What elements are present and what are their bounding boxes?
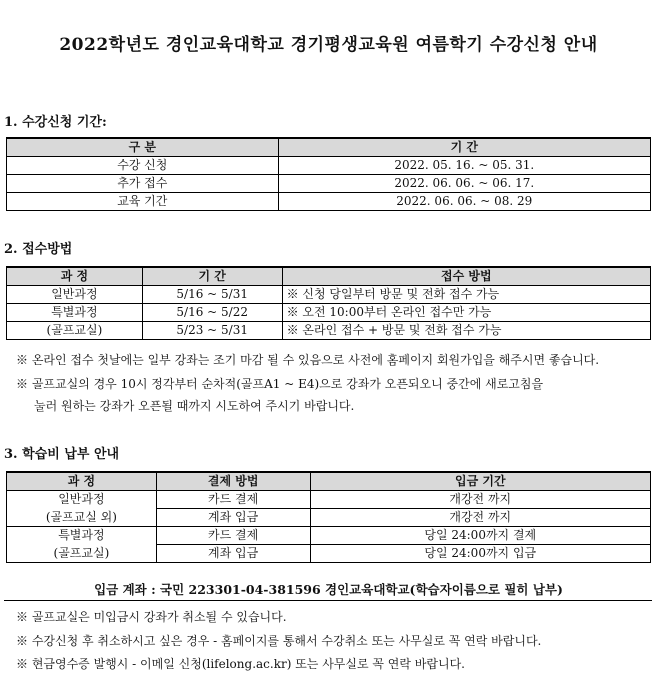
table-cell: (골프교실) (7, 322, 143, 340)
column-header: 입금 기간 (310, 472, 650, 491)
table-cell: 개강전 까지 (310, 509, 650, 527)
payment-table (6, 471, 651, 563)
table-row (7, 491, 651, 509)
table-header-row (7, 138, 651, 157)
table-cell: (골프교실) (7, 545, 157, 563)
table-cell: ※ 오전 10:00부터 온라인 접수만 가능 (282, 304, 650, 322)
bank-account-info: 입금 계좌 : 국민 223301-04-381596 경인교육대학교(학습자이름으로 필히 납부) (94, 582, 563, 597)
table-cell: 일반과정 (7, 491, 157, 509)
application-method-table (6, 266, 651, 340)
table-cell: 수강 신청 (7, 157, 279, 175)
table-row (7, 322, 651, 340)
table-cell: 개강전 까지 (310, 491, 650, 509)
notice-item: 눌러 원하는 강좌가 오픈될 때까지 시도하여 주시기 바랍니다. (34, 399, 355, 413)
column-header: 과 정 (7, 472, 157, 491)
table-cell: 2022. 06. 06. ~ 08. 29 (278, 193, 650, 211)
notice-item: ※ 현금영수증 발행시 - 이메일 신청(lifelong.ac.kr) 또는 사무실로 꼭 연락 바랍니다. (16, 657, 465, 671)
period-table (6, 137, 651, 211)
table-header-row (7, 267, 651, 286)
table-row (7, 157, 651, 175)
notice-item: ※ 골프교실의 경우 10시 정각부터 순차적(골프A1 ~ E4)으로 강좌가 오픈되오니 중간에 새로고침을 (16, 377, 544, 391)
column-header: 과 정 (7, 267, 143, 286)
table-cell: 5/16 ~ 5/31 (142, 286, 282, 304)
table-row (7, 304, 651, 322)
table-cell: 특별과정 (7, 527, 157, 545)
notice-item: ※ 온라인 접수 첫날에는 일부 강좌는 조기 마감 될 수 있음으로 사전에 홈페이지 회원가입을 해주시면 좋습니다. (16, 353, 600, 367)
column-header: 기 간 (278, 138, 650, 157)
table-cell: 2022. 06. 06. ~ 06. 17. (278, 175, 650, 193)
column-header: 기 간 (142, 267, 282, 286)
table-cell: 특별과정 (7, 304, 143, 322)
column-header: 결제 방법 (156, 472, 310, 491)
table-cell: 5/23 ~ 5/31 (142, 322, 282, 340)
table-cell: 일반과정 (7, 286, 143, 304)
column-header: 접수 방법 (282, 267, 650, 286)
divider (4, 600, 652, 601)
table-cell: 5/16 ~ 5/22 (142, 304, 282, 322)
table-cell: ※ 신청 당일부터 방문 및 전화 접수 가능 (282, 286, 650, 304)
table-cell: 계좌 입금 (156, 509, 310, 527)
table-cell: 당일 24:00까지 결제 (310, 527, 650, 545)
notice-item: ※ 수강신청 후 취소하시고 싶은 경우 - 홈페이지를 통해서 수강취소 또는 사무실로 꼭 연락 바랍니다. (16, 634, 542, 648)
table-cell: 교육 기간 (7, 193, 279, 211)
table-cell: (골프교실 외) (7, 509, 157, 527)
table-row (7, 193, 651, 211)
page-title: 2022학년도 경인교육대학교 경기평생교육원 여름학기 수강신청 안내 (59, 35, 598, 55)
table-cell: 카드 결제 (156, 527, 310, 545)
table-row (7, 545, 651, 563)
section2-heading: 2. 접수방법 (4, 242, 73, 257)
notice-item: ※ 골프교실은 미입금시 강좌가 취소될 수 있습니다. (16, 610, 287, 624)
table-cell: 계좌 입금 (156, 545, 310, 563)
table-row (7, 527, 651, 545)
table-cell: 카드 결제 (156, 491, 310, 509)
table-cell: 2022. 05. 16. ~ 05. 31. (278, 157, 650, 175)
table-row (7, 286, 651, 304)
column-header: 구 분 (7, 138, 279, 157)
table-row (7, 509, 651, 527)
section1-heading: 1. 수강신청 기간: (4, 115, 107, 130)
section3-heading: 3. 학습비 납부 안내 (4, 447, 120, 462)
table-row (7, 175, 651, 193)
table-cell: ※ 온라인 접수 + 방문 및 전화 접수 가능 (282, 322, 650, 340)
table-header-row (7, 472, 651, 491)
table-cell: 추가 접수 (7, 175, 279, 193)
table-cell: 당일 24:00까지 입금 (310, 545, 650, 563)
